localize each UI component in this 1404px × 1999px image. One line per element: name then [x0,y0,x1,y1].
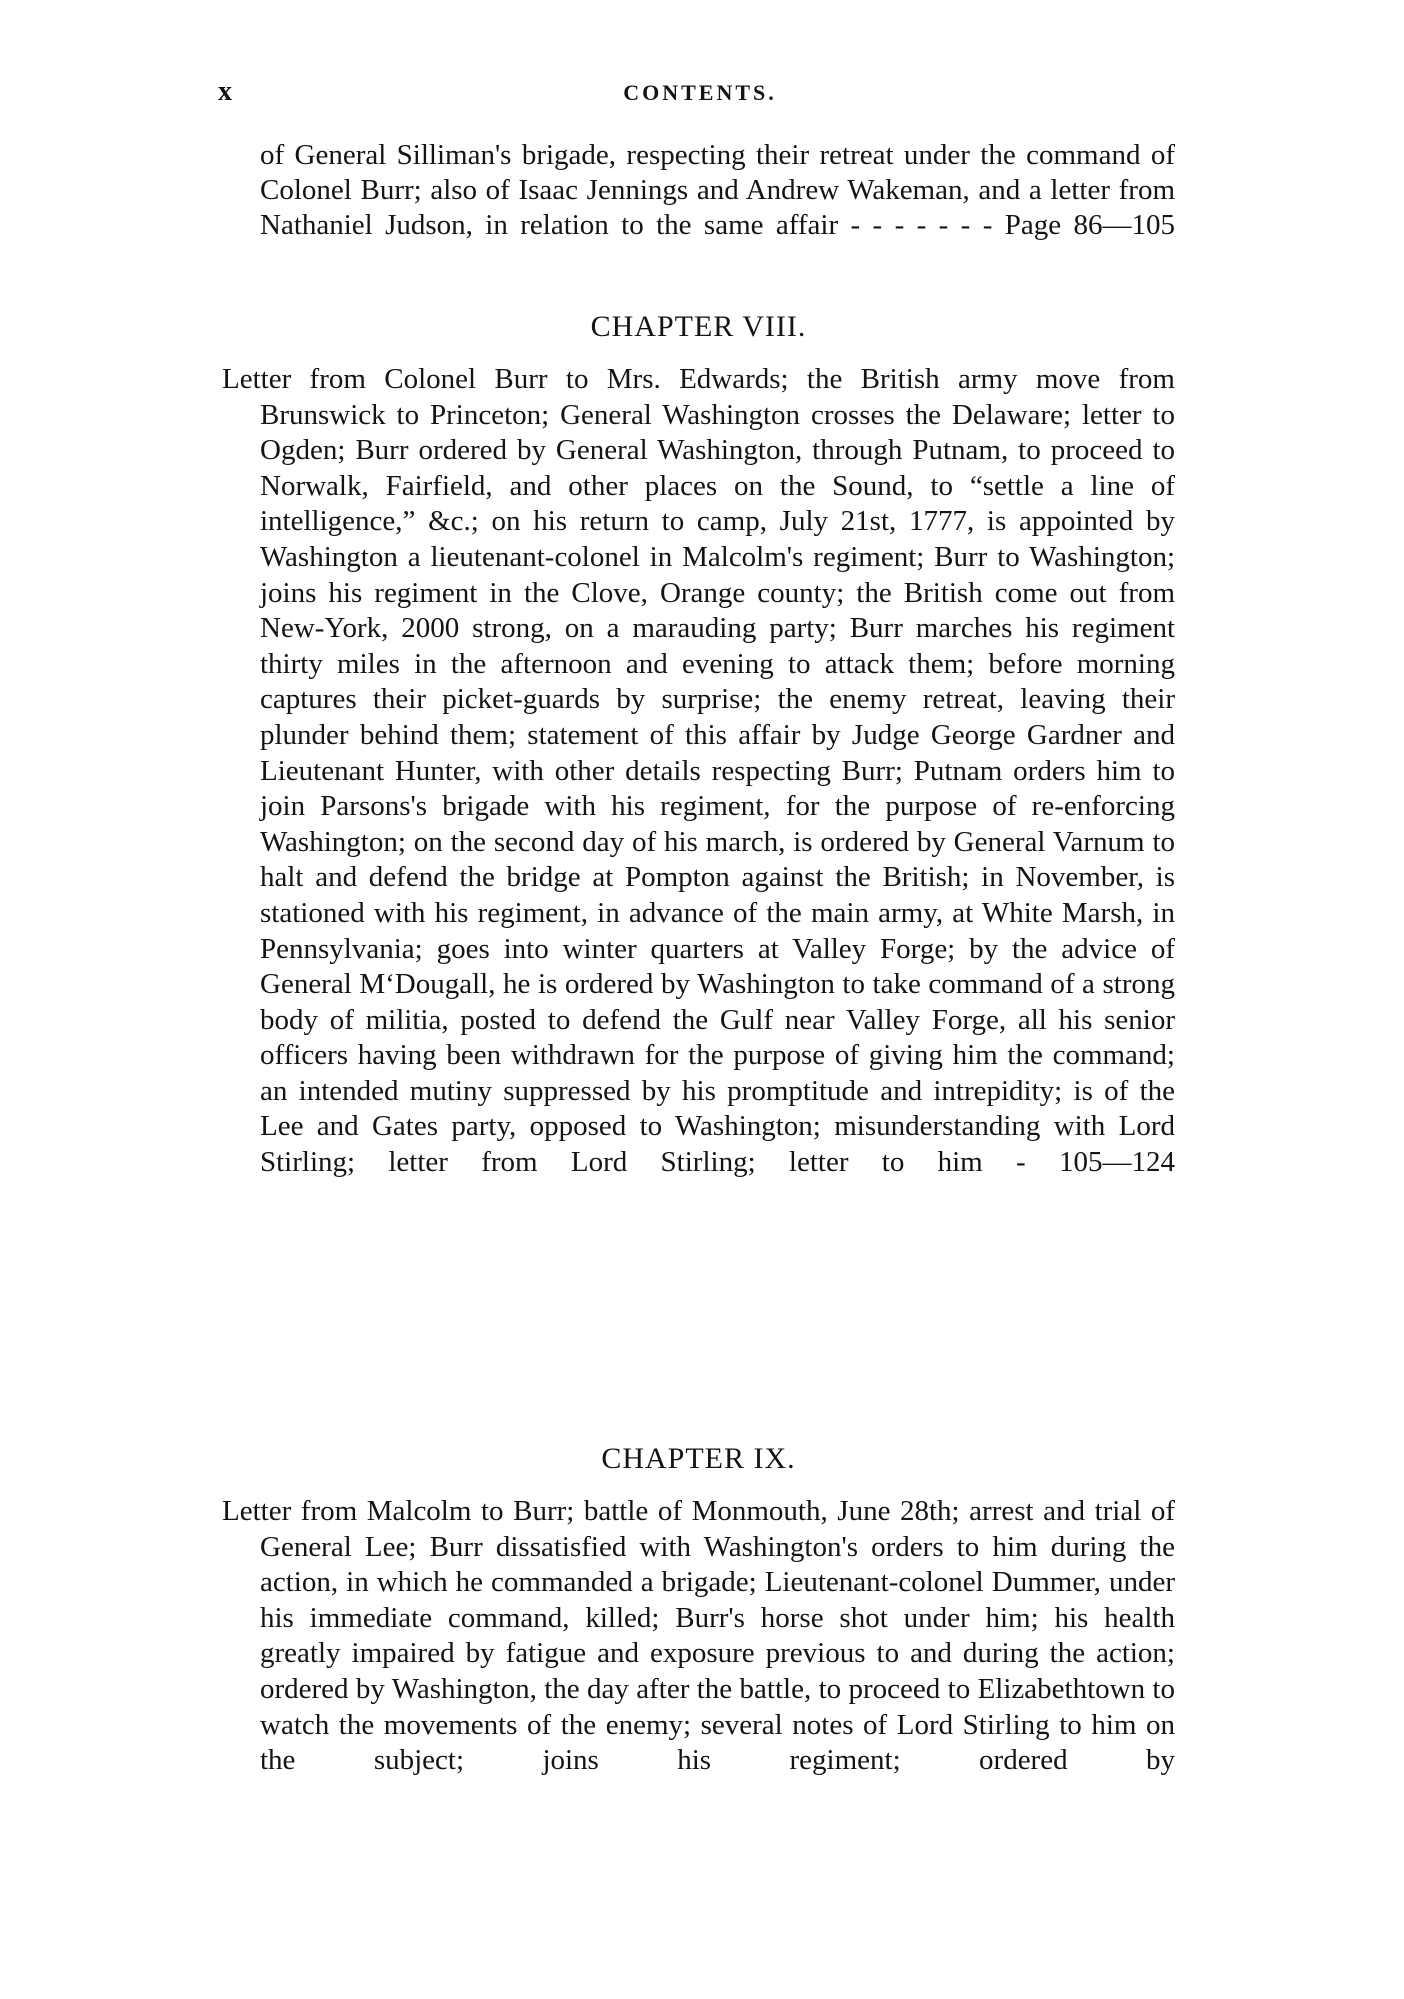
continued-entry [260,138,1175,243]
continued-entry-leader: - - - - - - - [838,209,1005,241]
chapter-summary-viii-leader: - [982,1146,1059,1179]
chapter-summary-ix [222,1494,1175,1779]
continued-entry-page-ref: Page 86—105 [1004,209,1175,241]
chapter-summary-viii [222,362,1175,1181]
chapter-heading-viii: CHAPTER VIII. [590,310,807,343]
chapter-summary-viii-page-ref: 105—124 [1059,1146,1175,1179]
page-folio: x [218,76,232,107]
running-head [218,76,1182,106]
continued-entry-text: of General Silliman's brigade, respecting their retreat under the command of Colonel Burr; also of Isaac Jennings and Andrew Wakeman, and a letter from Nathaniel Judson, in relation to the same affair [260,139,1175,241]
chapter-summary-viii-text: Letter from Colonel Burr to Mrs. Edwards; the British army move from Brunswick to Princeton; General Washington crosses the Delaware; letter to Ogden; Burr ordered by General Washington, through Putnam, to proceed to Norwalk, Fairfield, and other places on the Sound, to “settle a line of intelligence,” &c.; on his return to camp, July 21st, 1777, is appointed by Washington a lieutenant-colonel in Malcolm's regiment; Burr to Washington; joins his regiment in the Clove, Orange county; the British come out from New-York, 2000 strong, on a marauding party; Burr marches his regiment thirty miles in the afternoon and evening to attack them; before morning captures their picket-guards by surprise; the enemy retreat, leaving their plunder behind them; statement of this affair by Judge George Gardner and Lieutenant Hunter, with other details respecting Burr; Putnam orders him to join Parsons's brigade with his regiment, for the purpose of re-enforcing Washington; on the second day of his march, is ordered by General Varnum to halt and defend the bridge at Pompton against the British; in November, is stationed with his regiment, in advance of the main army, at White Marsh, in Pennsylvania; goes into winter quarters at Valley Forge; by the advice of General M‘Dougall, he is ordered by Washington to take command of a strong body of militia, posted to defend the Gulf near Valley Forge, all his senior officers having been withdrawn for the purpose of giving him the command; an intended mutiny suppressed by his promptitude and intrepidity; is of the Lee and Gates party, opposed to Washington; misunderstanding with Lord Stirling; letter from Lord Stirling; letter to him [222,363,1175,1179]
chapter-heading-ix: CHAPTER IX. [601,1442,796,1475]
running-head-title: CONTENTS. [623,80,777,105]
chapter-summary-ix-text: Letter from Malcolm to Burr; battle of Monmouth, June 28th; arrest and trial of General Lee; Burr dissatisfied with Washington's orders to him during the action, in which he commanded a brigade; Lieutenant-colonel Dummer, under his immediate command, killed; Burr's horse shot under him; his health greatly impaired by fatigue and exposure previous to and during the action; ordered by Washington, the day after the battle, to proceed to Elizabethtown to watch the movements of the enemy; several notes of Lord Stirling to him on the subject; joins his regiment; ordered by [222,1495,1175,1777]
